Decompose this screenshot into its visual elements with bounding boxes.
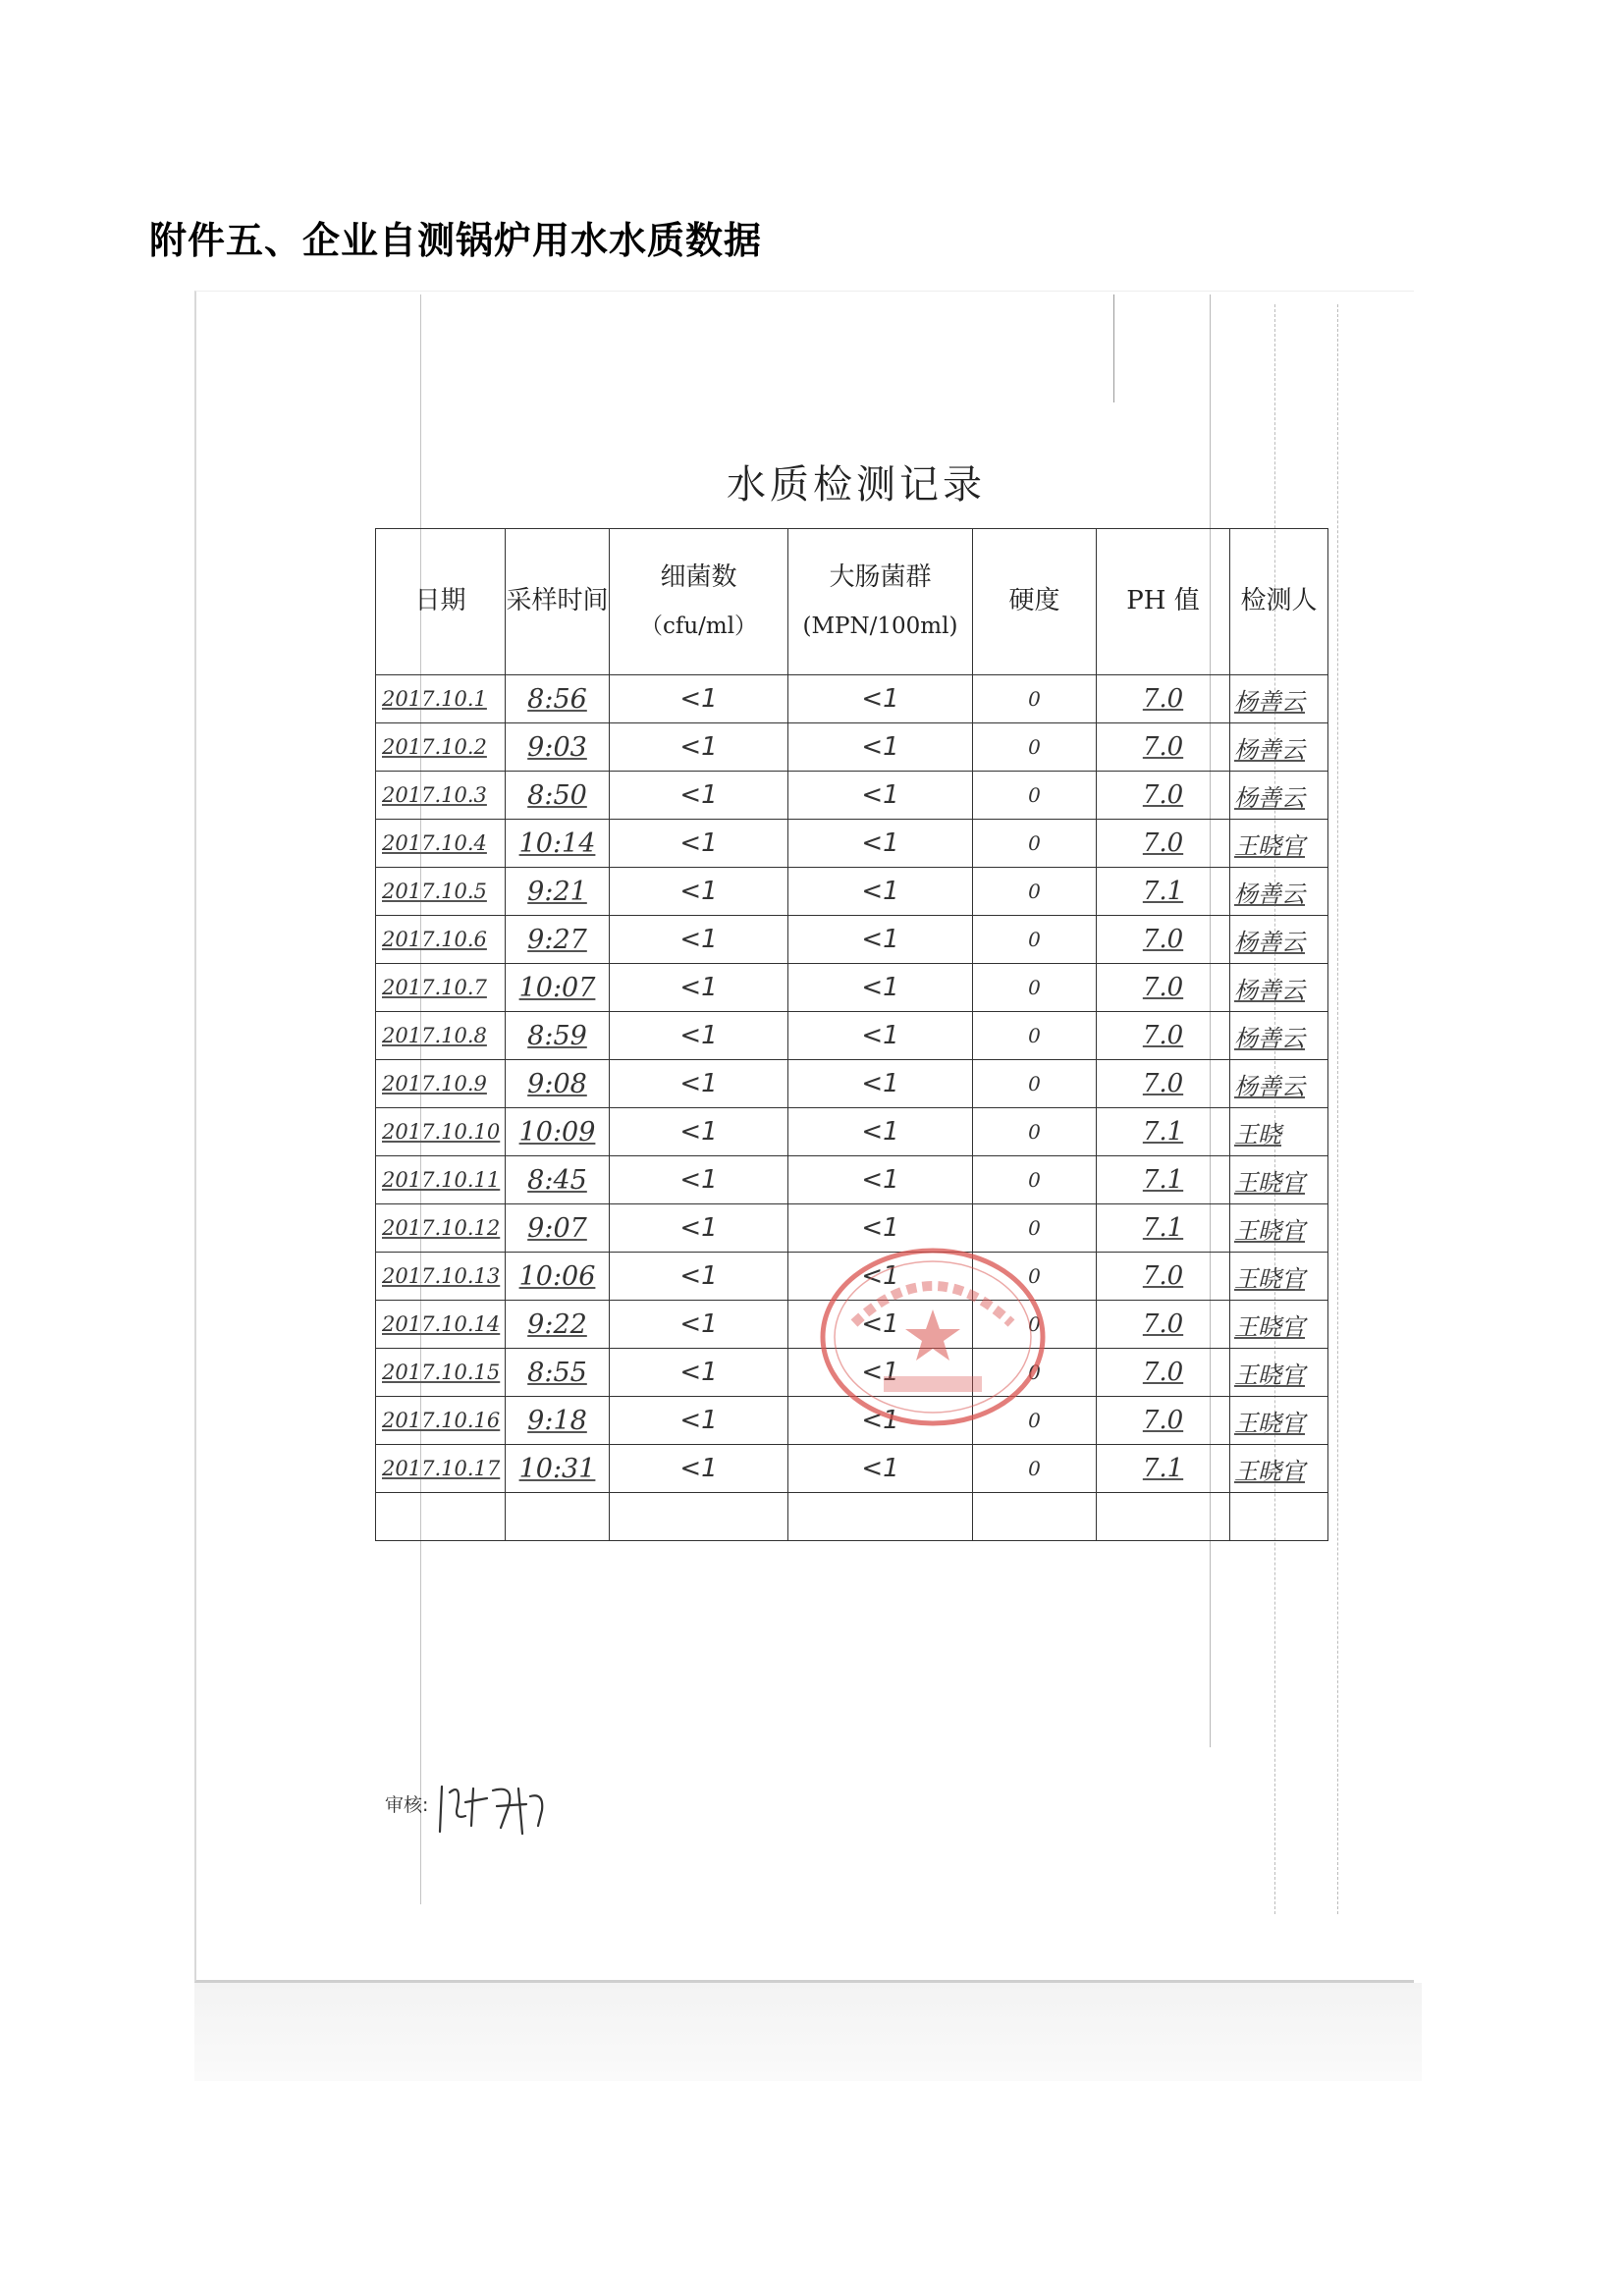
scan-line [1113,294,1114,402]
cell-coliform: <1 [788,1445,973,1493]
cell-hardness: 0 [973,868,1097,916]
cell-coliform: <1 [788,1156,973,1204]
cell-hardness: 0 [973,723,1097,772]
cell-empty [1230,1493,1328,1541]
table-row [376,1108,1328,1156]
cell-coliform: <1 [788,1108,973,1156]
cell-hardness: 0 [973,1445,1097,1493]
table-row [376,772,1328,820]
cell-hardness: 0 [973,1301,1097,1349]
cell-coliform: <1 [788,964,973,1012]
cell-sample-time: 10:31 [506,1445,610,1493]
cell-inspector: 王晓官 [1230,1301,1328,1349]
cell-coliform: <1 [788,675,973,723]
cell-sample-time: 9:08 [506,1060,610,1108]
cell-coliform: <1 [788,1204,973,1253]
cell-empty [973,1493,1097,1541]
scan-shadow-strip [194,1983,1422,2081]
cell-bacteria: <1 [610,1204,788,1253]
cell-coliform: <1 [788,723,973,772]
cell-inspector: 王晓官 [1230,1156,1328,1204]
cell-bacteria: <1 [610,1060,788,1108]
cell-coliform: <1 [788,1349,973,1397]
cell-ph: 7.0 [1097,820,1230,868]
cell-date: 2017.10.17 [376,1445,506,1493]
cell-ph: 7.1 [1097,868,1230,916]
cell-sample-time: 9:27 [506,916,610,964]
cell-hardness: 0 [973,1060,1097,1108]
cell-ph: 7.0 [1097,1012,1230,1060]
cell-inspector: 王晓官 [1230,1445,1328,1493]
table-row [376,964,1328,1012]
cell-sample-time: 8:50 [506,772,610,820]
cell-hardness: 0 [973,964,1097,1012]
cell-inspector: 杨善云 [1230,723,1328,772]
cell-bacteria: <1 [610,1301,788,1349]
cell-hardness: 0 [973,1156,1097,1204]
table-row [376,1156,1328,1204]
cell-date: 2017.10.2 [376,723,506,772]
cell-ph: 7.1 [1097,1156,1230,1204]
cell-sample-time: 9:21 [506,868,610,916]
cell-inspector: 杨善云 [1230,772,1328,820]
cell-coliform: <1 [788,820,973,868]
cell-date: 2017.10.8 [376,1012,506,1060]
cell-date: 2017.10.12 [376,1204,506,1253]
cell-hardness: 0 [973,820,1097,868]
col-header-inspector: 检测人 [1230,529,1328,675]
table-row [376,868,1328,916]
cell-bacteria: <1 [610,1445,788,1493]
table-row [376,1060,1328,1108]
cell-ph: 7.0 [1097,1253,1230,1301]
cell-bacteria: <1 [610,1253,788,1301]
cell-sample-time: 10:14 [506,820,610,868]
auditor-signature [436,1777,554,1838]
cell-bacteria: <1 [610,1397,788,1445]
cell-sample-time: 8:55 [506,1349,610,1397]
table-header-row [376,529,1328,675]
cell-coliform: <1 [788,1301,973,1349]
table-row [376,916,1328,964]
cell-coliform: <1 [788,916,973,964]
cell-ph: 7.0 [1097,772,1230,820]
cell-bacteria: <1 [610,1012,788,1060]
cell-date: 2017.10.7 [376,964,506,1012]
cell-inspector: 杨善云 [1230,1060,1328,1108]
table-row [376,1012,1328,1060]
cell-sample-time: 10:06 [506,1253,610,1301]
cell-empty [506,1493,610,1541]
cell-bacteria: <1 [610,772,788,820]
col-header-date: 日期 [376,529,506,675]
col-header-bacteria: 细菌数 （cfu/ml） [610,529,788,675]
cell-inspector: 杨善云 [1230,675,1328,723]
cell-sample-time: 9:18 [506,1397,610,1445]
cell-hardness: 0 [973,675,1097,723]
cell-ph: 7.0 [1097,723,1230,772]
table-row [376,1445,1328,1493]
cell-date: 2017.10.5 [376,868,506,916]
cell-bacteria: <1 [610,868,788,916]
cell-bacteria: <1 [610,1156,788,1204]
cell-hardness: 0 [973,1253,1097,1301]
cell-bacteria: <1 [610,1349,788,1397]
cell-date: 2017.10.6 [376,916,506,964]
cell-inspector: 王晓官 [1230,1253,1328,1301]
cell-ph: 7.0 [1097,916,1230,964]
cell-empty [376,1493,506,1541]
cell-bacteria: <1 [610,723,788,772]
cell-sample-time: 9:22 [506,1301,610,1349]
cell-sample-time: 9:07 [506,1204,610,1253]
page-heading: 附件五、企业自测锅炉用水水质数据 [149,219,763,262]
cell-hardness: 0 [973,1204,1097,1253]
cell-date: 2017.10.3 [376,772,506,820]
cell-inspector: 王晓官 [1230,1397,1328,1445]
cell-bacteria: <1 [610,964,788,1012]
cell-inspector: 王晓 [1230,1108,1328,1156]
cell-sample-time: 8:45 [506,1156,610,1204]
cell-coliform: <1 [788,772,973,820]
cell-hardness: 0 [973,1108,1097,1156]
col-header-hardness: 硬度 [973,529,1097,675]
cell-sample-time: 9:03 [506,723,610,772]
cell-bacteria: <1 [610,916,788,964]
cell-date: 2017.10.9 [376,1060,506,1108]
cell-coliform: <1 [788,1060,973,1108]
cell-ph: 7.0 [1097,1301,1230,1349]
cell-sample-time: 10:09 [506,1108,610,1156]
cell-hardness: 0 [973,1012,1097,1060]
cell-ph: 7.1 [1097,1445,1230,1493]
cell-coliform: <1 [788,868,973,916]
cell-date: 2017.10.1 [376,675,506,723]
cell-inspector: 杨善云 [1230,916,1328,964]
cell-date: 2017.10.11 [376,1156,506,1204]
cell-date: 2017.10.16 [376,1397,506,1445]
cell-inspector: 王晓官 [1230,1349,1328,1397]
col-header-sample-time: 采样时间 [506,529,610,675]
cell-ph: 7.1 [1097,1204,1230,1253]
cell-date: 2017.10.13 [376,1253,506,1301]
cell-ph: 7.0 [1097,675,1230,723]
cell-sample-time: 8:56 [506,675,610,723]
col-header-coliform: 大肠菌群 (MPN/100ml) [788,529,973,675]
cell-bacteria: <1 [610,1108,788,1156]
cell-empty [788,1493,973,1541]
cell-coliform: <1 [788,1253,973,1301]
cell-ph: 7.0 [1097,1349,1230,1397]
cell-bacteria: <1 [610,820,788,868]
cell-ph: 7.1 [1097,1108,1230,1156]
scan-dotted-edge [1337,304,1338,1914]
cell-date: 2017.10.10 [376,1108,506,1156]
cell-hardness: 0 [973,1349,1097,1397]
cell-hardness: 0 [973,916,1097,964]
cell-sample-time: 8:59 [506,1012,610,1060]
cell-ph: 7.0 [1097,1397,1230,1445]
table-row [376,723,1328,772]
table-row [376,820,1328,868]
cell-inspector: 杨善云 [1230,1012,1328,1060]
cell-date: 2017.10.14 [376,1301,506,1349]
table-row-empty [376,1493,1328,1541]
cell-inspector: 王晓官 [1230,820,1328,868]
cell-inspector: 王晓官 [1230,1204,1328,1253]
cell-ph: 7.0 [1097,964,1230,1012]
cell-bacteria: <1 [610,675,788,723]
cell-ph: 7.0 [1097,1060,1230,1108]
cell-inspector: 杨善云 [1230,868,1328,916]
cell-hardness: 0 [973,772,1097,820]
col-header-ph: PH 值 [1097,529,1230,675]
audit-label: 审核: [385,1794,429,1816]
cell-inspector: 杨善云 [1230,964,1328,1012]
cell-hardness: 0 [973,1397,1097,1445]
cell-empty [610,1493,788,1541]
table-row [376,675,1328,723]
cell-empty [1097,1493,1230,1541]
company-seal-stamp [815,1239,1051,1435]
cell-coliform: <1 [788,1397,973,1445]
cell-sample-time: 10:07 [506,964,610,1012]
sheet-title: 水质检测记录 [727,462,986,507]
cell-date: 2017.10.4 [376,820,506,868]
cell-coliform: <1 [788,1012,973,1060]
cell-date: 2017.10.15 [376,1349,506,1397]
